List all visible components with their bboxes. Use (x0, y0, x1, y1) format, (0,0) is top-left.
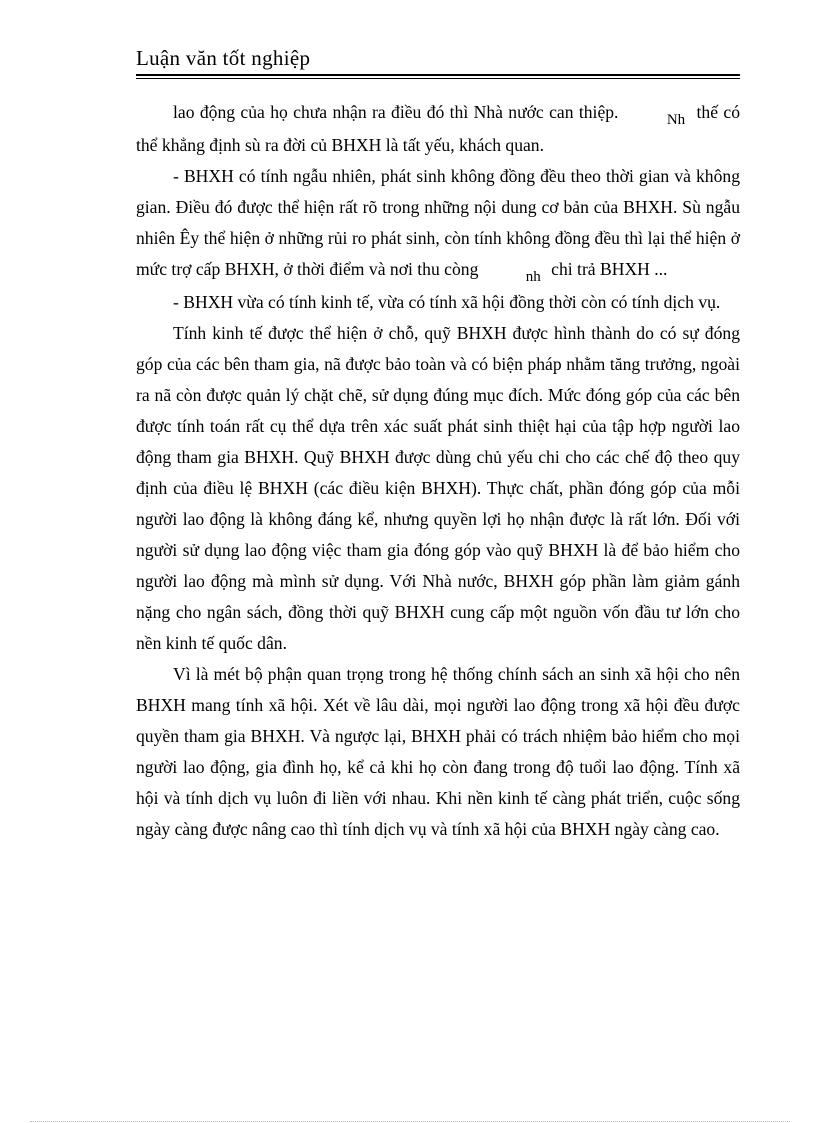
paragraph-3-text: - BHXH vừa có tính kinh tế, vừa có tính xã hội đồng thời còn có tính dịch vụ. (173, 292, 721, 312)
paragraph-5-text: Vì là mét bộ phận quan trọng trong hệ thống chính sách an sinh xã hội cho nên BHXH mang tính xã hội. Xét về lâu dài, mọi người lao động trong xã hội đều được quyền tham gia BHXH. Và ngược lại, BHXH phải có trách nhiệm bảo hiểm cho mọi người lao động, gia đình họ, kể cả khi họ còn đang trong độ tuổi lao động. Tính xã hội và tính dịch vụ luôn đi liền với nhau. Khi nền kinh tế càng phát triển, cuộc sống ngày càng được nâng cao thì tính dịch vụ và tính xã hội của BHXH ngày càng cao. (136, 664, 740, 839)
paragraph-4-text: Tính kinh tế được thể hiện ở chỗ, quỹ BHXH được hình thành do có sự đóng góp của các bên tham gia, nã được bảo toàn và có biện pháp nhằm tăng trưởng, ngoài ra nã còn được quản lý chặt chẽ, sử dụng đúng mục đích. Mức đóng góp của các bên được tính toán rất cụ thể dựa trên xác suất phát sinh thiệt hại của tập hợp người lao động tham gia BHXH. Quỹ BHXH được dùng chủ yếu chi cho các chế độ theo quy định của điều lệ BHXH (các điều kiện BHXH). Thực chất, phần đóng góp của mỗi người lao động là không đáng kể, nhưng quyền lợi họ nhận được là rất lớn. Đối với người sử dụng lao động việc tham gia đóng góp vào quỹ BHXH là để bảo hiểm cho người lao động mà mình sử dụng. Với Nhà nước, BHXH góp phần làm giảm gánh nặng cho ngân sách, đồng thời quỹ BHXH cung cấp một nguồn vốn đầu tư lớn cho nền kinh tế quốc dân. (136, 323, 740, 653)
page-bottom-border (30, 1121, 790, 1122)
paragraph-4 (136, 318, 740, 659)
header-title: Luận văn tốt nghiệp (136, 46, 311, 70)
document-body (136, 97, 740, 845)
paragraph-5 (136, 659, 740, 845)
paragraph-2-fragment: nh (525, 269, 541, 285)
header-rule-thick (136, 74, 740, 76)
paragraph-1-text: lao động của họ chưa nhận ra điều đó thì Nhà nước can thiệp. (173, 102, 624, 122)
header-rule-thin (136, 78, 740, 79)
page-header (136, 44, 740, 72)
paragraph-1-text-end: thế có thể khẳng định sù ra đời củ BHXH là tất yếu, khách quan. (136, 102, 741, 155)
paragraph-1-fragment: Nh (666, 112, 686, 128)
paragraph-1 (136, 97, 740, 161)
paragraph-3 (136, 287, 740, 318)
paragraph-2-text-end: chi trả BHXH ... (546, 259, 668, 279)
paragraph-2 (136, 161, 740, 287)
paragraph-2-text: - BHXH có tính ngẫu nhiên, phát sinh không đồng đều theo thời gian và không gian. Điều đó được thể hiện rất rõ trong những nội dung cơ bản của BHXH. Sù ngẫu nhiên Êy thể hiện ở những rủi ro phát sinh, còn tính không đồng đều thì lại thể hiện ở mức trợ cấp BHXH, ở thời điểm và nơi thu còng (136, 166, 740, 279)
